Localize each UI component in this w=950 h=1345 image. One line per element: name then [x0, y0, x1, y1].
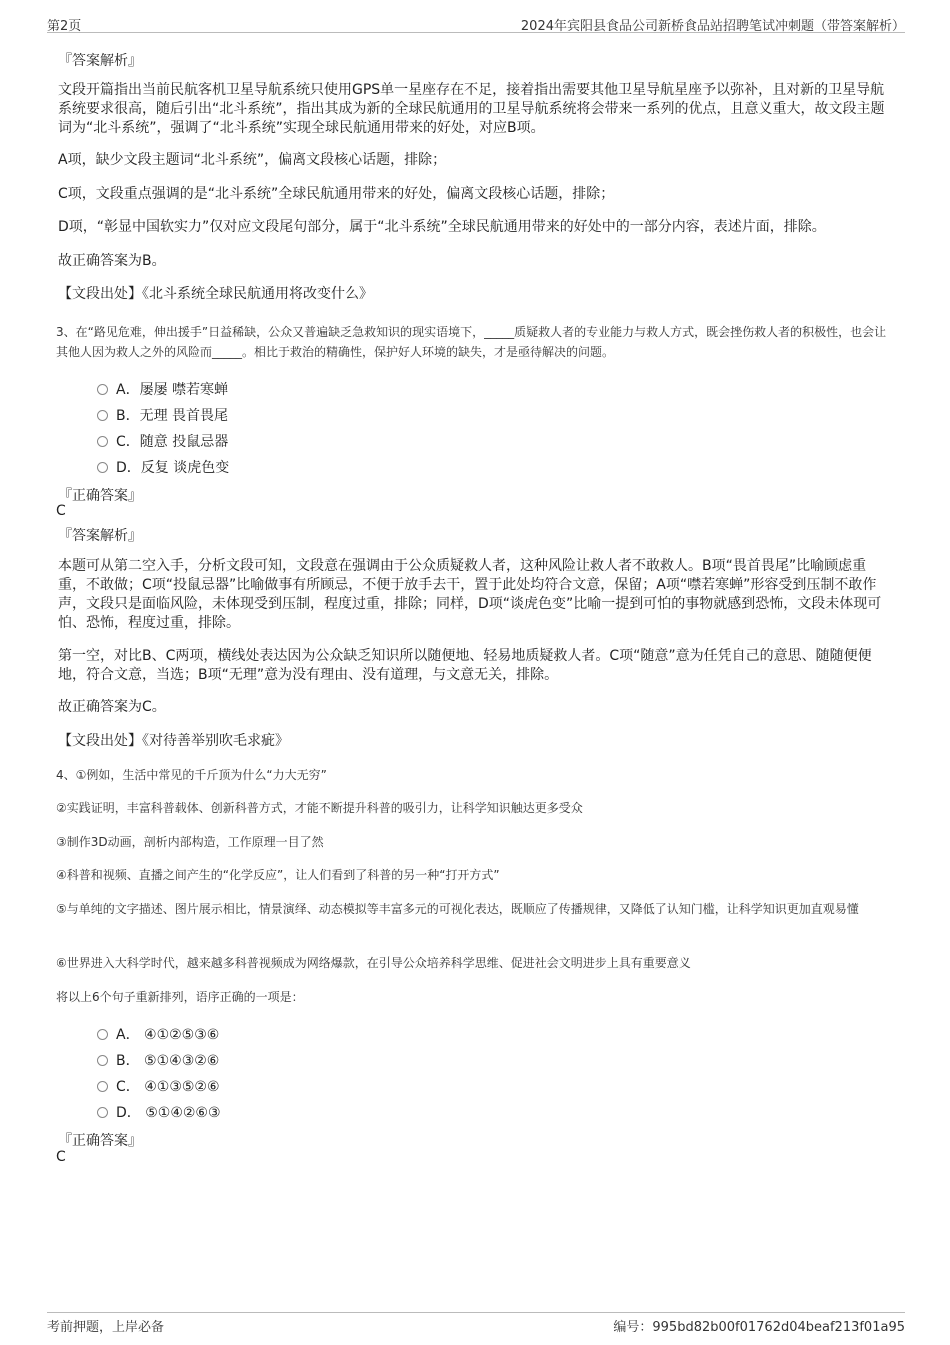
- q4-correct-label: 『正确答案』: [58, 1133, 142, 1149]
- q2-source: 【文段出处】《北斗系统全球民航通用将改变什么》: [58, 286, 373, 302]
- page-header: [47, 12, 905, 33]
- option-label: C．随意 投鼠忌器: [116, 434, 229, 450]
- radio-icon[interactable]: [97, 410, 108, 421]
- option-label: B．无理 畏首畏尾: [116, 408, 229, 424]
- q4-prompt: 将以上6个句子重新排列，语序正确的一项是：: [56, 990, 304, 1004]
- q2-conclusion: 故正确答案为B。: [58, 253, 166, 269]
- option-label: A．屡屡 噤若寒蝉: [116, 382, 229, 398]
- q4-sentence-1: 4、①例如，生活中常见的千斤顶为什么“力大无穷”: [56, 768, 327, 782]
- q4-option-c[interactable]: [97, 1076, 220, 1096]
- radio-icon[interactable]: [97, 462, 108, 473]
- page-footer: [47, 1312, 905, 1337]
- q3-analysis-para1: 本题可从第二空入手，分析文段可知，文段意在强调由于公众质疑救人者，这种风险让救人者不敢救人。B项“畏首畏尾”比喻顾虑重重，不敢做；C项“投鼠忌器”比喻做事有所顾忌，不便于放手去干，置于此处均符合文意，保留；A项“噤若寒蝉”形容受到压制不敢作声，文段只是面临风险，未体现受到压制，程度过重，排除；同样，D项“谈虎色变”比喻一提到可怕的事物就感到恐怖，文段未体现可怕、恐怖，程度过重，排除。: [58, 558, 882, 631]
- q4-sentence-5: ⑤与单纯的文字描述、图片展示相比，情景演绎、动态模拟等丰富多元的可视化表达，既顺应了传播规律，又降低了认知门槛，让科学知识更加直观易懂: [56, 902, 859, 916]
- radio-icon[interactable]: [97, 1055, 108, 1066]
- option-label: D． ⑤①④②⑥③: [116, 1105, 221, 1121]
- q4-option-b[interactable]: [97, 1050, 219, 1070]
- q2-analysis-para3: C项，文段重点强调的是“北斗系统”全球民航通用带来的好处，偏离文段核心话题，排除；: [58, 186, 615, 202]
- q3-question: 3、在“路见危难，伸出援手”日益稀缺，公众又普遍缺乏急救知识的现实语境下，_____质疑救人者的专业能力与救人方式，既会挫伤救人者的积极性，也会让其他人因为救人之外的风险而_____。相比于救治的精确性，保护好人环境的缺失，才是亟待解决的问题。: [56, 325, 887, 359]
- q3-correct-answer: C: [56, 503, 66, 519]
- q3-source: 【文段出处】《对待善举别吹毛求疵》: [58, 733, 289, 749]
- footer-slogan: 考前押题，上岸必备: [47, 1320, 165, 1335]
- q3-conclusion: 故正确答案为C。: [58, 699, 166, 715]
- q4-sentence-6: ⑥世界进入大科学时代，越来越多科普视频成为网络爆款，在引导公众培养科学思维、促进社会文明进步上具有重要意义: [56, 956, 691, 970]
- q2-analysis-para1: 文段开篇指出当前民航客机卫星导航系统只使用GPS单一星座存在不足，接着指出需要其他卫星导航星座予以弥补，且对新的卫星导航系统要求很高，随后引出“北斗系统”，指出其成为新的全球民航通用的卫星导航系统将会带来一系列的优点，且意义重大，故文段主题词为“北斗系统”，强调了“北斗系统”实现全球民航通用带来的好处，对应B项。: [58, 82, 885, 136]
- q2-analysis-label: 『答案解析』: [58, 53, 142, 69]
- q3-analysis-label: 『答案解析』: [58, 528, 142, 544]
- q3-option-b[interactable]: [97, 405, 228, 425]
- document-title: 2024年宾阳县食品公司新桥食品站招聘笔试冲刺题（带答案解析）: [520, 19, 905, 34]
- q3-option-c[interactable]: [97, 431, 228, 451]
- q3-option-d[interactable]: [97, 457, 229, 477]
- footer-code: 编号：995bd82b00f01762d04beaf213f01a95: [613, 1320, 905, 1335]
- q4-option-d[interactable]: [97, 1102, 221, 1122]
- option-label: D．反复 谈虎色变: [116, 460, 230, 476]
- q4-option-a[interactable]: [97, 1024, 219, 1044]
- q4-sentence-4: ④科普和视频、直播之间产生的“化学反应”，让人们看到了科普的另一种“打开方式”: [56, 868, 500, 882]
- radio-icon[interactable]: [97, 1029, 108, 1040]
- option-label: B． ⑤①④③②⑥: [116, 1053, 220, 1069]
- radio-icon[interactable]: [97, 436, 108, 447]
- q3-analysis-para2: 第一空，对比B、C两项，横线处表达因为公众缺乏知识所以随便地、轻易地质疑救人者。C项“随意”意为任凭自己的意思、随随便便地，符合文意，当选；B项“无理”意为没有理由、没有道理，与文意无关，排除。: [58, 648, 872, 683]
- radio-icon[interactable]: [97, 384, 108, 395]
- q4-correct-answer: C: [56, 1149, 66, 1165]
- q4-sentence-3: ③制作3D动画，剖析内部构造，工作原理一目了然: [56, 835, 324, 849]
- radio-icon[interactable]: [97, 1107, 108, 1118]
- q3-correct-label: 『正确答案』: [58, 488, 142, 504]
- option-label: C． ④①③⑤②⑥: [116, 1079, 220, 1095]
- radio-icon[interactable]: [97, 1081, 108, 1092]
- q2-analysis-para2: A项，缺少文段主题词“北斗系统”，偏离文段核心话题，排除；: [58, 152, 447, 168]
- q2-analysis-para4: D项，“彰显中国软实力”仅对应文段尾句部分，属于“北斗系统”全球民航通用带来的好处中的一部分内容，表述片面，排除。: [58, 219, 826, 235]
- option-label: A． ④①②⑤③⑥: [116, 1027, 220, 1043]
- q3-option-a[interactable]: [97, 379, 228, 399]
- page-number: 第2页: [47, 19, 82, 34]
- q4-sentence-2: ②实践证明，丰富科普载体、创新科普方式，才能不断提升科普的吸引力，让科学知识触达更多受众: [56, 801, 583, 815]
